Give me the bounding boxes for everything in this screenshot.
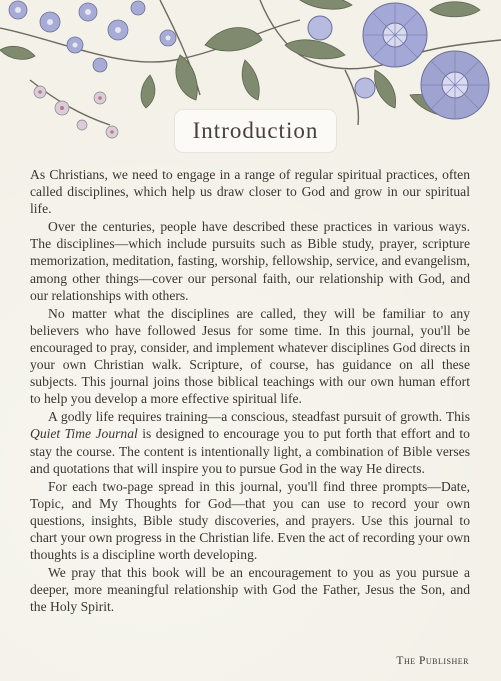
journal-title-italic: Quiet Time Journal xyxy=(30,426,138,442)
paragraph-6: We pray that this book will be an encouragement to you as you pursue a deeper, more meaningful relationship with God the Father, Jesus the Son, and the Holy Spirit. xyxy=(30,565,470,615)
paragraph-4-text-after: is designed to encourage you to put forth that effort and to stay the course. The content is intentionally light, a combination of Bible verses and quotations that will inspire you to pursue God in the way He directs. xyxy=(30,426,470,476)
publisher-signature: The Publisher xyxy=(396,655,469,667)
paragraph-1: As Christians, we need to engage in a range of regular spiritual practices, often called disciplines, which help us draw closer to God and grow in our spiritual life. xyxy=(30,167,470,217)
paragraph-5: For each two-page spread in this journal, you'll find three prompts—Date, Topic, and My Thoughts for God—that you can use to record your own questions, insights, Bible study discoveries, and prayers. Use this journal to chart your own progress in the Christian life. Even the act of recording your own thoughts is a discipline worth developing. xyxy=(30,478,470,563)
paragraph-4 xyxy=(30,408,470,476)
introduction-body xyxy=(30,166,470,616)
page-title: Introduction xyxy=(192,118,319,143)
title-card xyxy=(175,110,336,152)
paragraph-2: Over the centuries, people have described these practices in various ways. The disciplines—which include pursuits such as Bible study, prayer, scripture memorization, meditation, fasting, worship, fellowship, service, and evangelism, among other things—cover our personal faith, our relationship with God, and our relationships with others. xyxy=(30,219,470,303)
paragraph-4-text-before: A godly life requires training—a conscious, steadfast pursuit of growth. This xyxy=(48,409,470,425)
paragraph-3: No matter what the disciplines are called, they will be familiar to any believers who have followed Jesus for some time. In this journal, you'll be encouraged to pray, consider, and implement whatever disciplines God directs in your own Christian walk. Scripture, of course, has guidance on all these subjects. This journal joins those biblical teachings with our own human effort to help you develop a more effective spiritual life. xyxy=(30,305,470,407)
